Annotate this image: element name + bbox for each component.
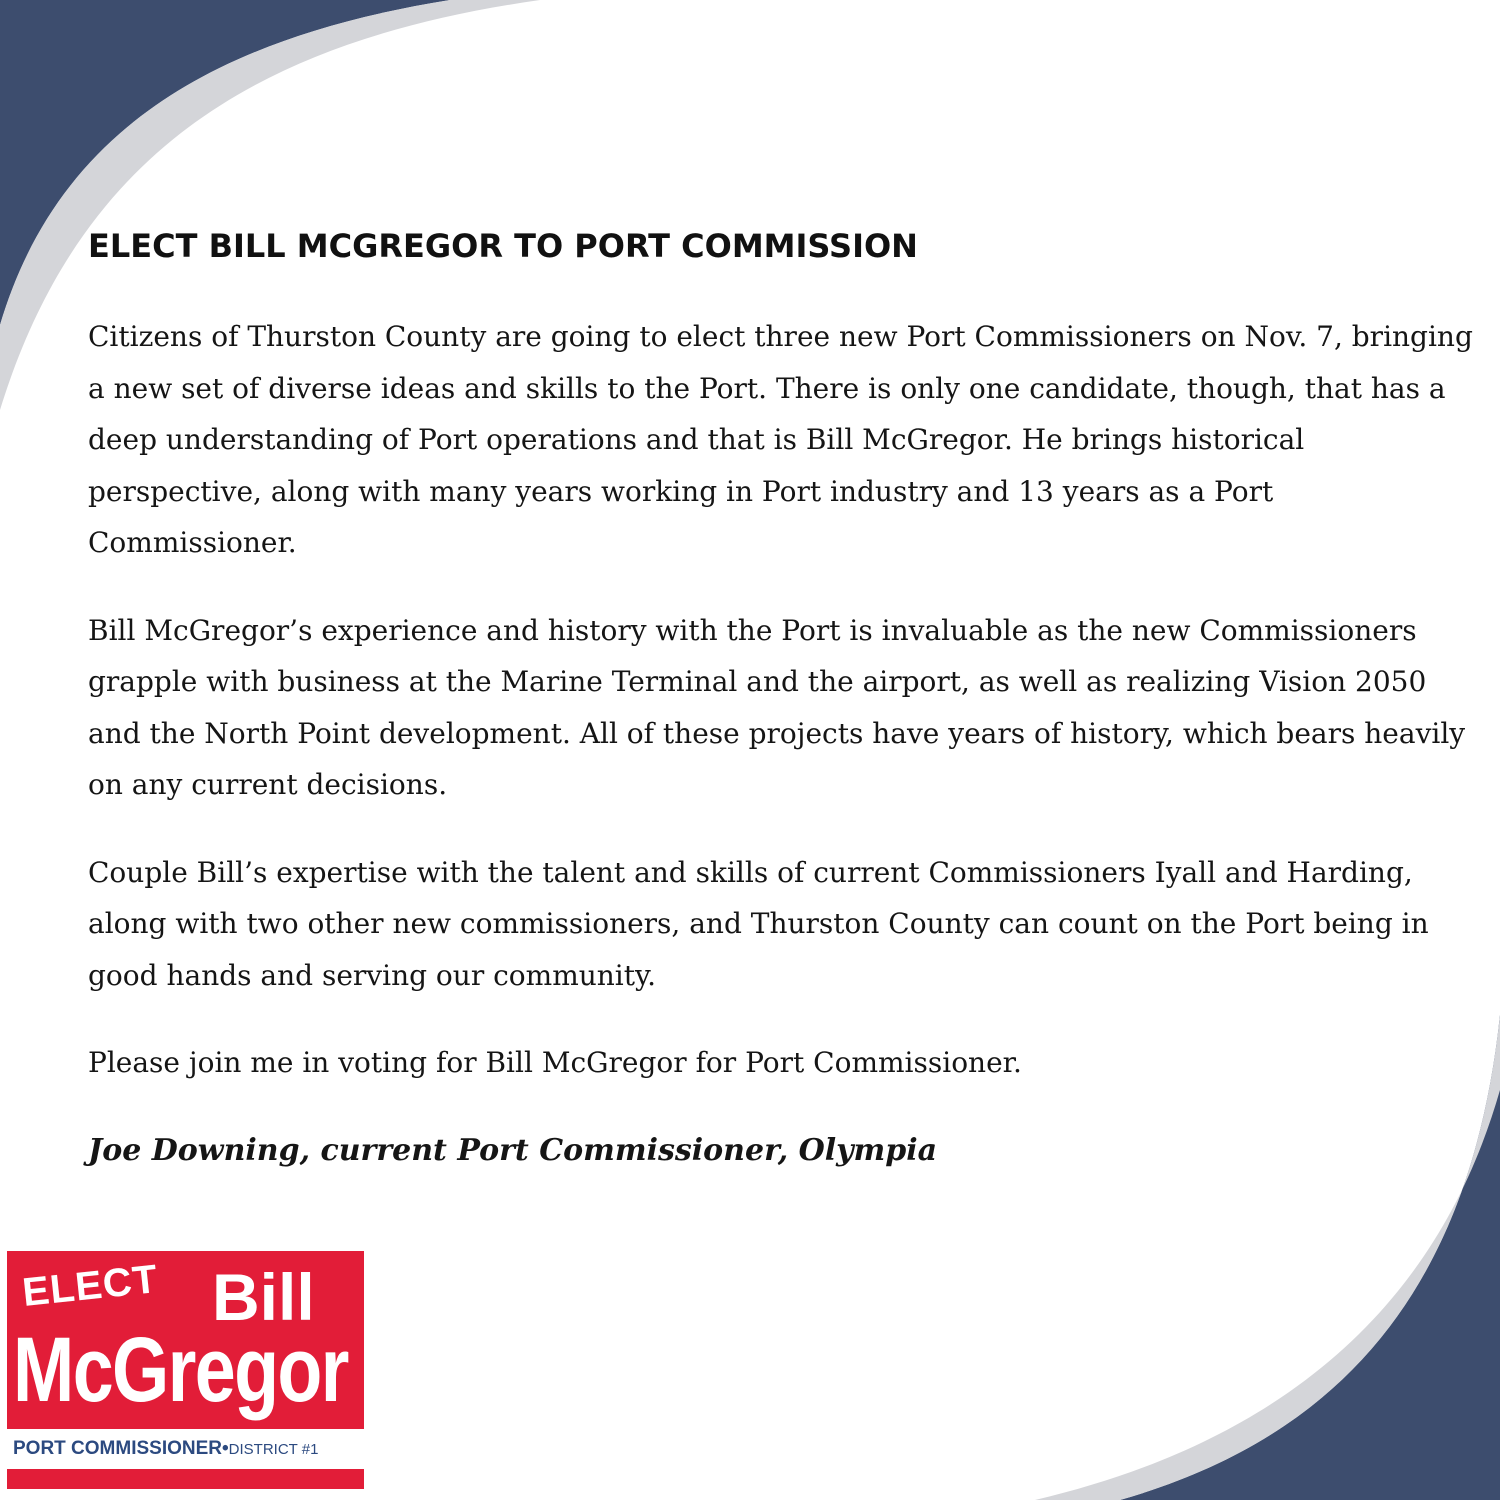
signature: Joe Downing, current Port Commissioner, Olympia	[88, 1132, 938, 1168]
article	[88, 222, 1483, 1177]
logo-separator: •	[222, 1438, 229, 1459]
paragraph-team: Couple Bill’s expertise with the talent and skills of current Commissioners Iyall and Harding, along with two other new commissioners, and Thurston County can count on the Port being in good hands and serving our community.	[88, 855, 1429, 992]
campaign-logo	[7, 1251, 364, 1489]
logo-band	[7, 1429, 364, 1469]
logo-band-text	[13, 1438, 318, 1460]
paragraph-call-to-action: Please join me in voting for Bill McGregor for Port Commissioner.	[88, 1046, 1022, 1079]
paragraph-experience: Bill McGregor’s experience and history with the Port is invaluable as the new Commissioners grapple with business at the Marine Terminal and the airport, as well as realizing Vision 2050 and the North Point development. All of these projects have years of history, which bears heavily on any current decisions.	[88, 613, 1466, 801]
logo-elect-text: ELECT	[20, 1257, 161, 1316]
logo-role: PORT COMMISSIONER	[13, 1438, 223, 1459]
logo-first-name: Bill	[212, 1260, 315, 1334]
paragraph-intro: Citizens of Thurston County are going to elect three new Port Commissioners on Nov. 7, bringing a new set of diverse ideas and skills to the Port. There is only one candidate, though, that has a deep understanding of Port operations and that is Bill McGregor. He brings historical perspective, along with many years working in Port industry and 13 years as a Port Commissioner.	[88, 320, 1473, 559]
page-title: ELECT BILL MCGREGOR TO PORT COMMISSION	[88, 227, 918, 265]
logo-last-name: McGregor	[13, 1319, 348, 1421]
logo-district: DISTRICT #1	[228, 1441, 319, 1458]
